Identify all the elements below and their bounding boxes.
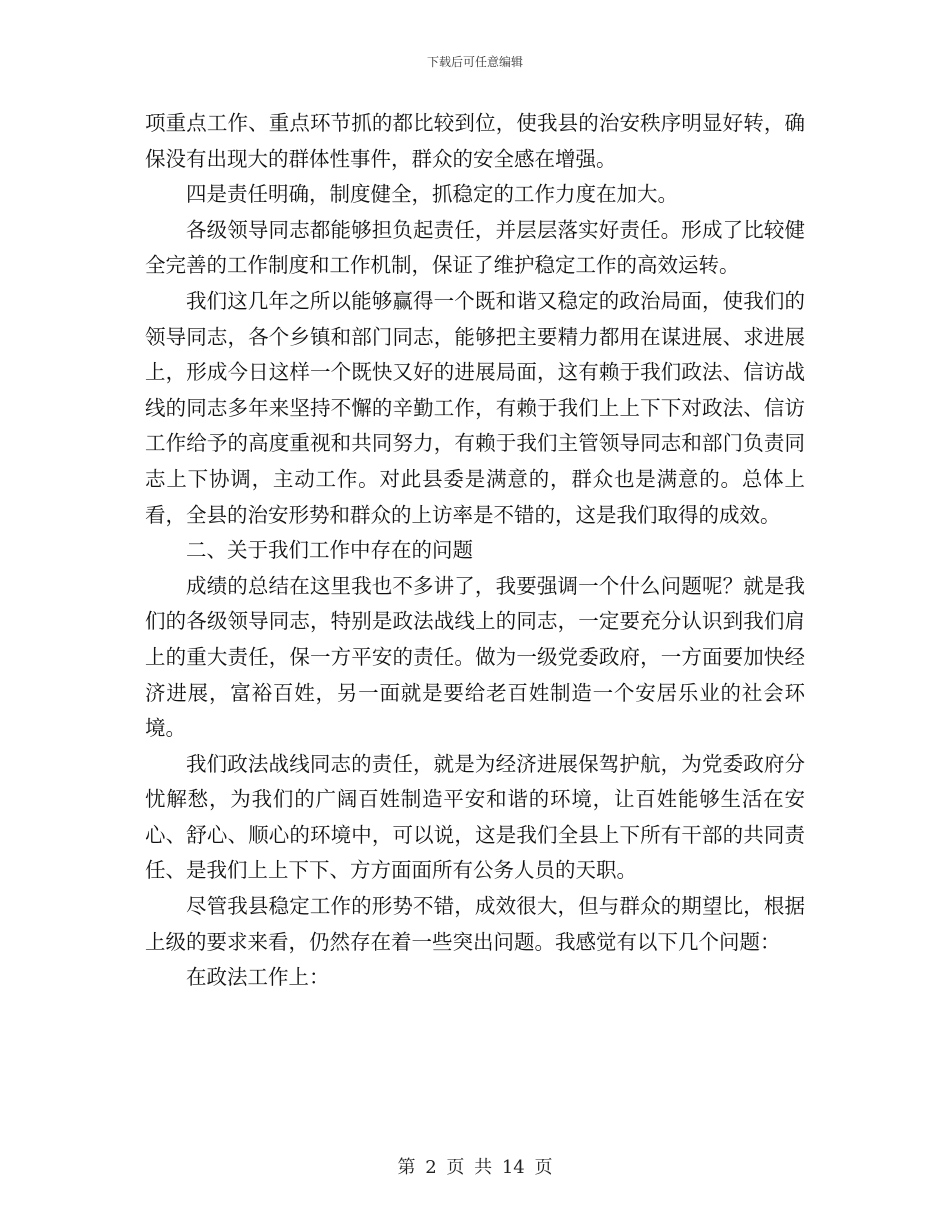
section-heading: 二、关于我们工作中存在的问题 [186,538,473,563]
paragraph-7: 尽管我县稳定工作的形势不错，成效很大，但与群众的期望比，根据上级的要求来看，仍然存在着一些突出问题。我感觉有以下几个问题： [145,894,805,954]
document-body [145,106,805,996]
paragraph-6: 我们政法战线同志的责任，就是为经济进展保驾护航，为党委政府分忧解愁，为我们的广阔百姓制造平安和谐的环境，让百姓能够生活在安心、舒心、顺心的环境中，可以说，这是我们全县上下所有干部的共同责任、是我们上上下下、方方面面所有公务人员的天职。 [145,751,805,883]
page-header: 下载后可任意编辑 [426,55,523,69]
paragraph-1: 项重点工作、重点环节抓的都比较到位，使我县的治安秩序明显好转，确保没有出现大的群体性事件，群众的安全感在增强。 [145,111,805,171]
paragraph-2: 四是责任明确，制度健全，抓稳定的工作力度在加大。 [186,182,678,207]
paragraph-8: 在政法工作上： [186,965,330,990]
paragraph-4: 我们这几年之所以能够赢得一个既和谐又稳定的政治局面，使我们的领导同志，各个乡镇和部门同志，能够把主要精力都用在谋进展、求进展上，形成今日这样一个既快又好的进展局面，这有赖于我们政法、信访战线的同志多年来坚持不懈的辛勤工作，有赖于我们上上下下对政法、信访工作给予的高度重视和共同努力，有赖于我们主管领导同志和部门负责同志上下协调，主动工作。对此县委是满意的，群众也是满意的。总体上看，全县的治安形势和群众的上访率是不错的，这是我们取得的成效。 [145,288,805,527]
paragraph-5: 成绩的总结在这里我也不多讲了，我要强调一个什么问题呢？就是我们的各级领导同志，特别是政法战线上的同志，一定要充分认识到我们肩上的重大责任，保一方平安的责任。做为一级党委政府，一方面要加快经济进展，富裕百姓，另一面就是要给老百姓制造一个安居乐业的社会环境。 [145,573,805,741]
page-number-footer: 第 2 页 共 14 页 [397,1157,553,1178]
paragraph-3: 各级领导同志都能够担负起责任，并层层落实好责任。形成了比较健全完善的工作制度和工作机制，保证了维护稳定工作的高效运转。 [145,217,805,278]
